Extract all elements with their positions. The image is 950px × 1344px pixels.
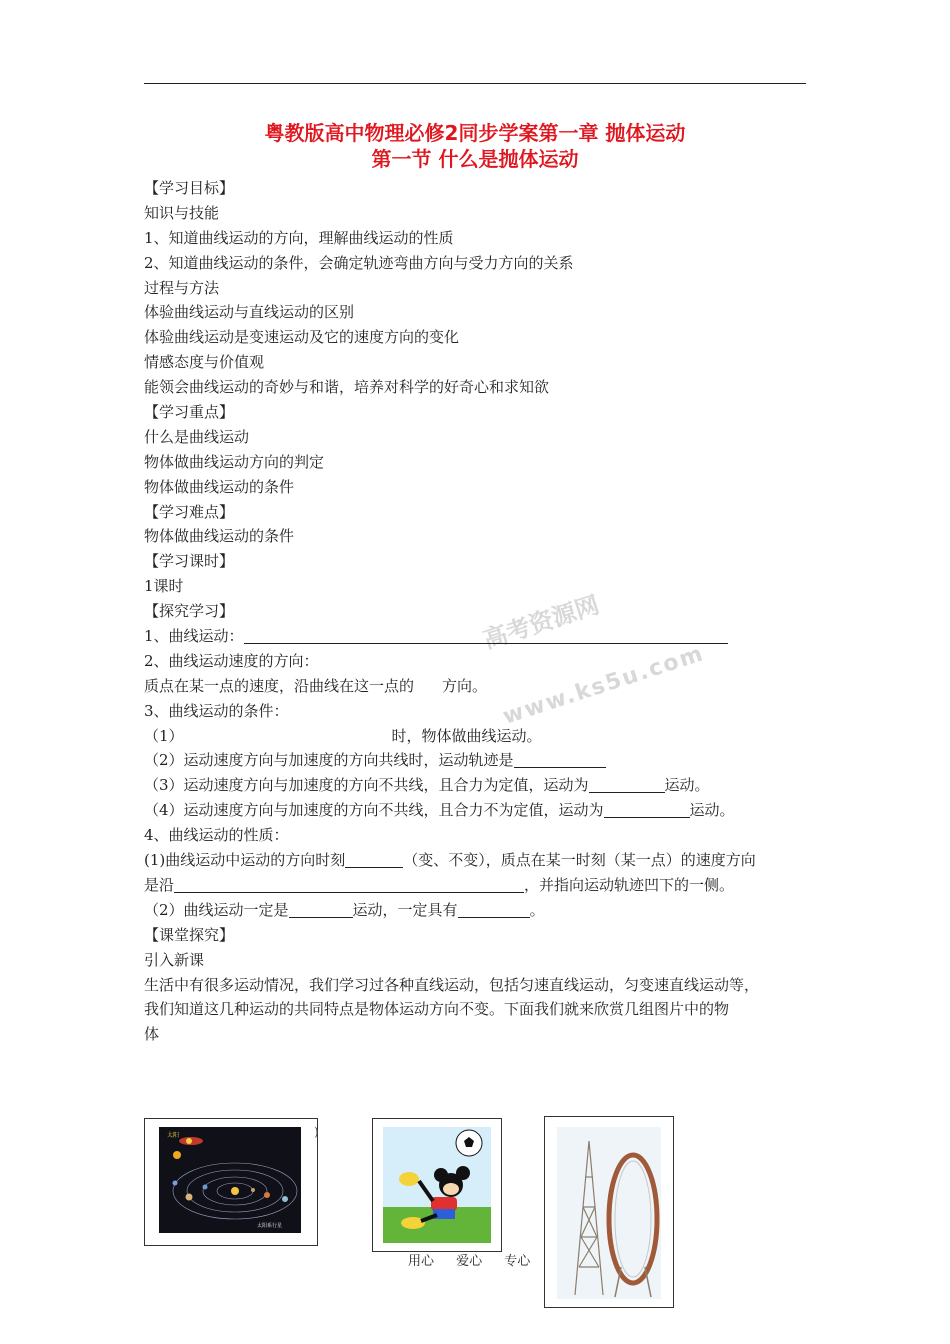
question-3-1 — [144, 724, 814, 749]
explore-header: 【探究学习】 — [144, 602, 235, 621]
image-border-mark: ) — [314, 1125, 319, 1139]
question-text: 运动。 — [664, 776, 710, 795]
fill-blank — [345, 851, 403, 868]
question-1 — [144, 624, 814, 649]
question-4: 4、曲线运动的性质： — [144, 826, 289, 845]
document-title: 粤教版高中物理必修2同步学案第一章 抛体运动 — [264, 121, 686, 145]
question-text: （4）运动速度方向与加速度的方向不共线，且合力不为定值，运动为 — [144, 801, 604, 820]
fill-blank — [244, 627, 728, 644]
question-text: 时，物体做曲线运动。 — [391, 726, 542, 745]
hours-item: 1课时 — [144, 577, 184, 596]
section-title: 第一节 什么是抛体运动 — [371, 147, 579, 171]
question-text: 方向。 — [442, 676, 488, 695]
intro-paragraph: 体 — [144, 1025, 160, 1044]
roller-coaster-image — [544, 1116, 674, 1308]
key-item: 什么是曲线运动 — [144, 427, 250, 446]
question-3-2 — [144, 748, 814, 773]
difficulty-item: 物体做曲线运动的条件 — [144, 527, 295, 546]
process-item: 体验曲线运动与直线运动的区别 — [144, 303, 355, 322]
difficulty-header: 【学习难点】 — [144, 502, 235, 521]
sun-label: 太阳 — [167, 1132, 180, 1139]
question-text: （3）运动速度方向与加速度的方向不共线，且合力为定值，运动为 — [144, 776, 589, 795]
emotion-item: 能领会曲线运动的奇妙与和谐，培养对科学的好奇心和求知欲 — [144, 378, 550, 397]
image-caption: 太阳系行星 — [257, 1223, 283, 1229]
question-3-4 — [144, 798, 814, 823]
question-text: ，并指向运动轨迹凹下的一侧。 — [524, 875, 735, 894]
emotion-header: 情感态度与价值观 — [144, 353, 265, 372]
fill-blank — [289, 901, 353, 918]
class-header: 【课堂探究】 — [144, 925, 235, 944]
question-text: 运动。 — [689, 801, 735, 820]
process-item: 体验曲线运动是变速运动及它的速度方向的变化 — [144, 328, 460, 347]
knowledge-item: 1、知道曲线运动的方向，理解曲线运动的性质 — [144, 228, 454, 247]
question-4-2 — [144, 898, 814, 923]
question-3: 3、曲线运动的条件： — [144, 701, 289, 720]
watermark-cn: 高考资源网 — [479, 590, 603, 655]
fill-blank — [604, 801, 690, 818]
document-body — [144, 176, 814, 1047]
process-header: 过程与方法 — [144, 278, 220, 297]
key-item: 物体做曲线运动的条件 — [144, 477, 295, 496]
intro-paragraph: 我们知道这几种运动的共同特点是物体运动方向不变。下面我们就来欣赏几组图片中的物 — [144, 1000, 730, 1019]
intro-header: 引入新课 — [144, 950, 205, 969]
question-text: 是沿 — [144, 875, 175, 894]
question-2: 2、曲线运动速度的方向： — [144, 651, 319, 670]
key-header: 【学习重点】 — [144, 403, 235, 422]
question-text: （2）曲线运动一定是 — [144, 900, 289, 919]
fill-blank — [514, 751, 606, 768]
question-text: 运动，一定具有 — [352, 900, 458, 919]
fill-blank — [589, 776, 665, 793]
hours-header: 【学习课时】 — [144, 552, 235, 571]
question-4-1b — [144, 873, 814, 898]
intro-paragraph: 生活中有很多运动情况，我们学习过各种直线运动，包括匀速直线运动，匀变速直线运动等， — [144, 975, 760, 994]
question-text: （2）运动速度方向与加速度的方向共线时，运动轨迹是 — [144, 751, 514, 770]
question-2a — [144, 674, 814, 699]
question-text: （变、不变），质点在某一时刻（某一点）的速度方向 — [403, 851, 756, 870]
watermark-en: www.ks5u.com — [500, 641, 708, 730]
question-text: 质点在某一点的速度，沿曲线在这一点的 — [144, 676, 415, 695]
question-text: 。 — [529, 900, 545, 919]
key-item: 物体做曲线运动方向的判定 — [144, 452, 325, 471]
question-3-3 — [144, 773, 814, 798]
fill-blank — [174, 876, 524, 893]
knowledge-header: 知识与技能 — [144, 203, 220, 222]
solar-system-image — [144, 1118, 318, 1246]
header-rule — [144, 83, 806, 84]
knowledge-item: 2、知道曲线运动的条件，会确定轨迹弯曲方向与受力方向的关系 — [144, 253, 574, 272]
question-text: （1） — [144, 726, 184, 745]
cartoon-soccer-image — [372, 1118, 502, 1252]
goal-header: 【学习目标】 — [144, 179, 235, 197]
question-text: 1、曲线运动： — [144, 627, 244, 646]
question-text: (1)曲线运动中运动的方向时刻 — [144, 851, 346, 870]
page-footer: 用心 爱心 专心 — [408, 1254, 531, 1269]
question-4-1 — [144, 848, 814, 873]
fill-blank — [458, 901, 530, 918]
